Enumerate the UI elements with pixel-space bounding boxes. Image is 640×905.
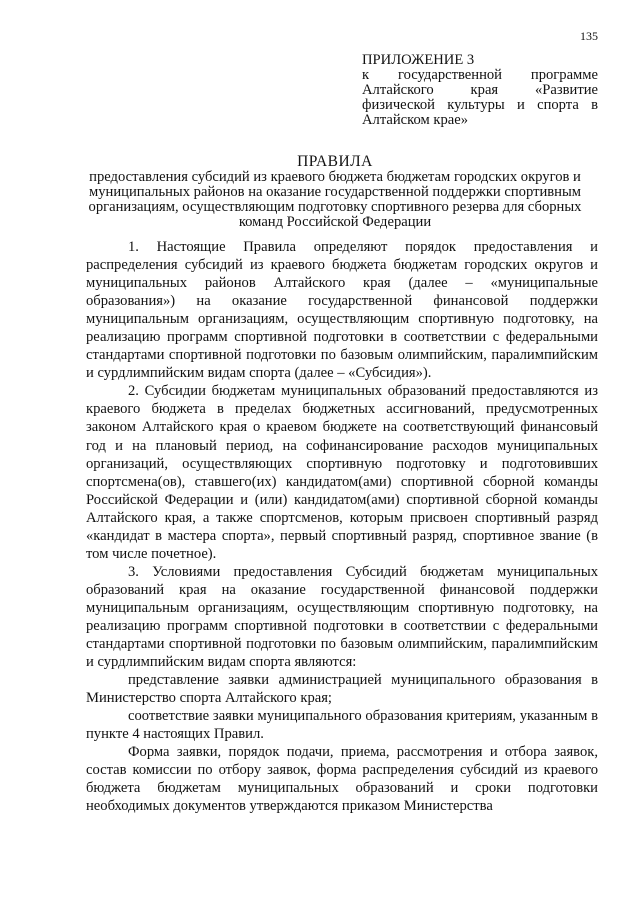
paragraph-condition-1: представление заявки администрацией муниципального образования в Министерство спорта Алтайского края; [86,672,598,707]
document-body [86,238,598,816]
paragraph-form: Форма заявки, порядок подачи, приема, рассмотрения и отбора заявок, состав комиссии по отбору заявок, форма распределения субсидий из краевого бюджета бюджетам муниципальных образований и сроки подготовки необходимых документов утверждаются приказом Министерства [86,744,598,815]
paragraph-3: 3. Условиями предоставления Субсидий бюджетам муниципальных образований края на оказание государственной финансовой поддержки муниципальным организациям, осуществляющим спортивную подготовку, на реализацию программ спортивной подготовки в соответствии с федеральными стандартами спортивной подготовки по базовым олимпийским, паралимпийским и сурдлимпийским видам спорта являются: [86,563,598,671]
paragraph-2: 2. Субсидии бюджетам муниципальных образований предоставляются из краевого бюджета в пределах бюджетных ассигнований, предусмотренных законом Алтайского края о краевом бюджете на соответствующий финансовый год и на плановый период, на софинансирование расходов муниципальных организаций, осуществляющих спортивную подготовку и подготовивших спортсмена(ов), ставшего(их) кандидатом(ами) спортивной сборной команды Российской Федерации и (или) кандидатом(ами) спортивной сборной команды Алтайского края, а также спортсменов, которым присвоен спортивный разряд «кандидат в мастера спорта», первый спортивный разряд, спортивное звание (в том числе почетное). [86,383,598,562]
appendix-block [362,53,598,128]
appendix-heading: ПРИЛОЖЕНИЕ 3 [362,52,475,68]
appendix-text: к государственной программе Алтайского края «Развитие физической культуры и спорта в Алтайском крае» [362,67,598,128]
document-title: ПРАВИЛА [297,153,373,170]
document-subtitle: предоставления субсидий из краевого бюджета бюджетам городских округов и муниципальных районов на оказание государственной поддержки спортивным организациям, осуществляющим подготовку спортивного резерва для сборных команд Российской Федерации [88,169,582,230]
page-number: 135 [580,29,598,43]
paragraph-condition-2: соответствие заявки муниципального образования критериям, указанным в пункте 4 настоящих Правил. [86,708,598,743]
paragraph-1: 1. Настоящие Правила определяют порядок предоставления и распределения субсидий из краевого бюджета бюджетам городских округов и муниципальных районов Алтайского края (далее – «муниципальные образования») на оказание государственной финансовой поддержки муниципальным организациям, осуществляющим спортивную подготовку, на реализацию программ спортивной подготовки в соответствии с федеральными стандартами спортивной подготовки по базовым олимпийским, паралимпийским и сурдлимпийским видам спорта (далее – «Субсидия»). [86,239,598,382]
title-block [70,154,600,230]
